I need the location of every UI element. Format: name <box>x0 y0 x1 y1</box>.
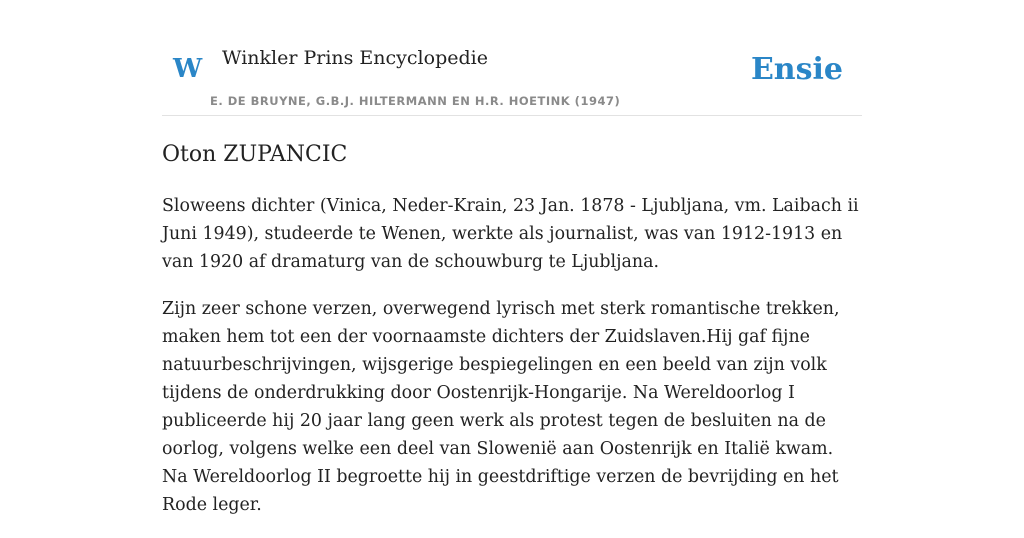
ensie-logo-link[interactable]: Ensie <box>750 52 843 87</box>
encyclopedia-logo[interactable]: W <box>173 54 203 84</box>
page-container <box>162 0 862 515</box>
article-paragraph: Sloweens dichter (Vinica, Neder-Krain, 23 Jan. 1878 - Ljubljana, vm. Laibach ii Juni 1949), studeerde te Wenen, werkte als journalist, was van 1912-1913 en van 1920 af dramaturg van de schouwburg te Ljubljana. <box>162 196 859 272</box>
header <box>162 0 862 116</box>
article-title: Oton ZUPANCIC <box>162 142 348 167</box>
encyclopedia-title[interactable]: Winkler Prins Encyclopedie <box>222 47 488 69</box>
article-paragraph: Zijn zeer schone verzen, overwegend lyrisch met sterk romantische trekken, maken hem tot een der voornaamste dichters der Zuidslaven.Hij gaf fijne natuurbeschrijvingen, wijsgerige bespiegelingen en een beeld van zijn volk tijdens de onderdrukking door Oostenrijk-Hongarije. Na Wereldoorlog I publiceerde hij 20 jaar lang geen werk als protest tegen de besluiten na de oorlog, volgens welke een deel van Slowenië aan Oostenrijk en Italië kwam. Na Wereldoorlog II begroette hij in geestdriftige verzen de bevrijding en het Rode leger. <box>162 299 840 515</box>
authors-line: E. DE BRUYNE, G.B.J. HILTERMANN EN H.R. HOETINK (1947) <box>210 94 621 108</box>
article-body <box>162 192 862 538</box>
